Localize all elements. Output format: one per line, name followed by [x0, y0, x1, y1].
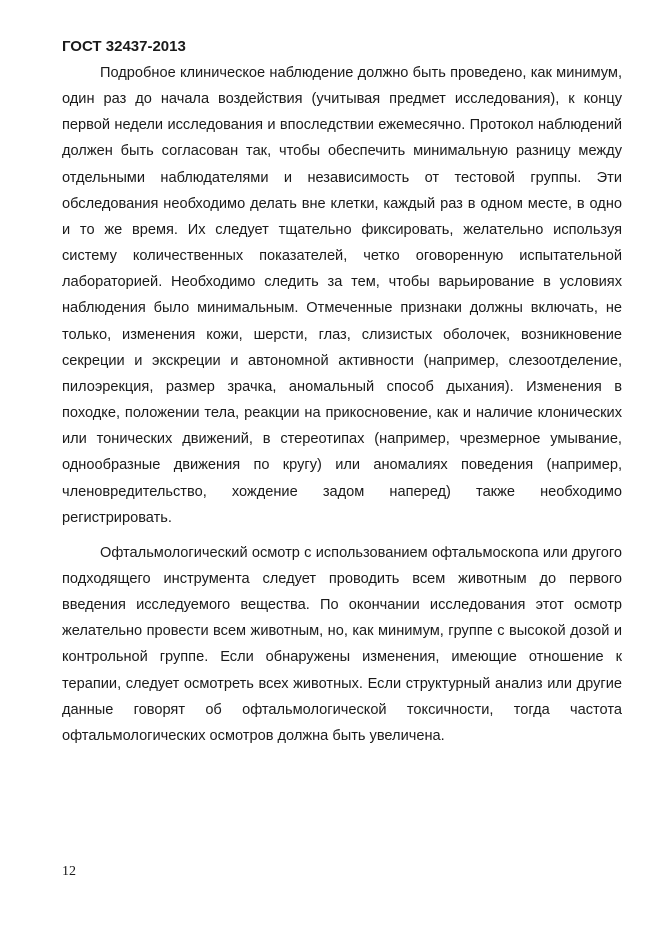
page-number: 12: [62, 864, 76, 879]
paragraph-ophthalmological-exam: Офтальмологический осмотр с использованием офтальмоскопа или другого подходящего инструмента следует проводить всем животным до первого введения исследуемого вещества. По окончании исследования этот осмотр желательно провести всем животным, но, как минимум, группе с высокой дозой и контрольной группе. Если обнаружены изменения, имеющие отношение к терапии, следует осмотреть всех животных. Если структурный анализ или другие данные говорят об офтальмологической токсичности, тогда частота офтальмологических осмотров должна быть увеличена.: [62, 544, 622, 744]
standard-code-header: ГОСТ 32437-2013: [62, 38, 186, 55]
paragraph-clinical-observation: Подробное клиническое наблюдение должно быть проведено, как минимум, один раз до начала воздействия (учитывая предмет исследования), к концу первой недели исследования и впоследствии ежемесячно. Протокол наблюдений должен быть согласован так, чтобы обеспечить минимальную разницу между отдельными наблюдателями и независимость от тестовой группы. Эти обследования необходимо делать вне клетки, каждый раз в одном месте, в одно и то же время. Их следует тщательно фиксировать, желательно используя систему количественных показателей, четко оговоренную испытательной лабораторией. Необходимо следить за тем, чтобы варьирование в условиях наблюдения было минимальным. Отмеченные признаки должны включать, не только, изменения кожи, шерсти, глаз, слизистых оболочек, возникновение секреции и экскреции и автономной активности (например, слезоотделение, пилоэрекция, размер зрачка, аномальный способ дыхания). Изменения в походке, положении тела, реакции на прикосновение, как и наличие клонических или тонических движений, в стереотипах (например, чрезмерное умывание, однообразные движения по кругу) или аномалиях поведения (например, членовредительство, хождение задом наперед) также необходимо регистрировать.: [62, 65, 622, 526]
document-body: [62, 60, 622, 749]
